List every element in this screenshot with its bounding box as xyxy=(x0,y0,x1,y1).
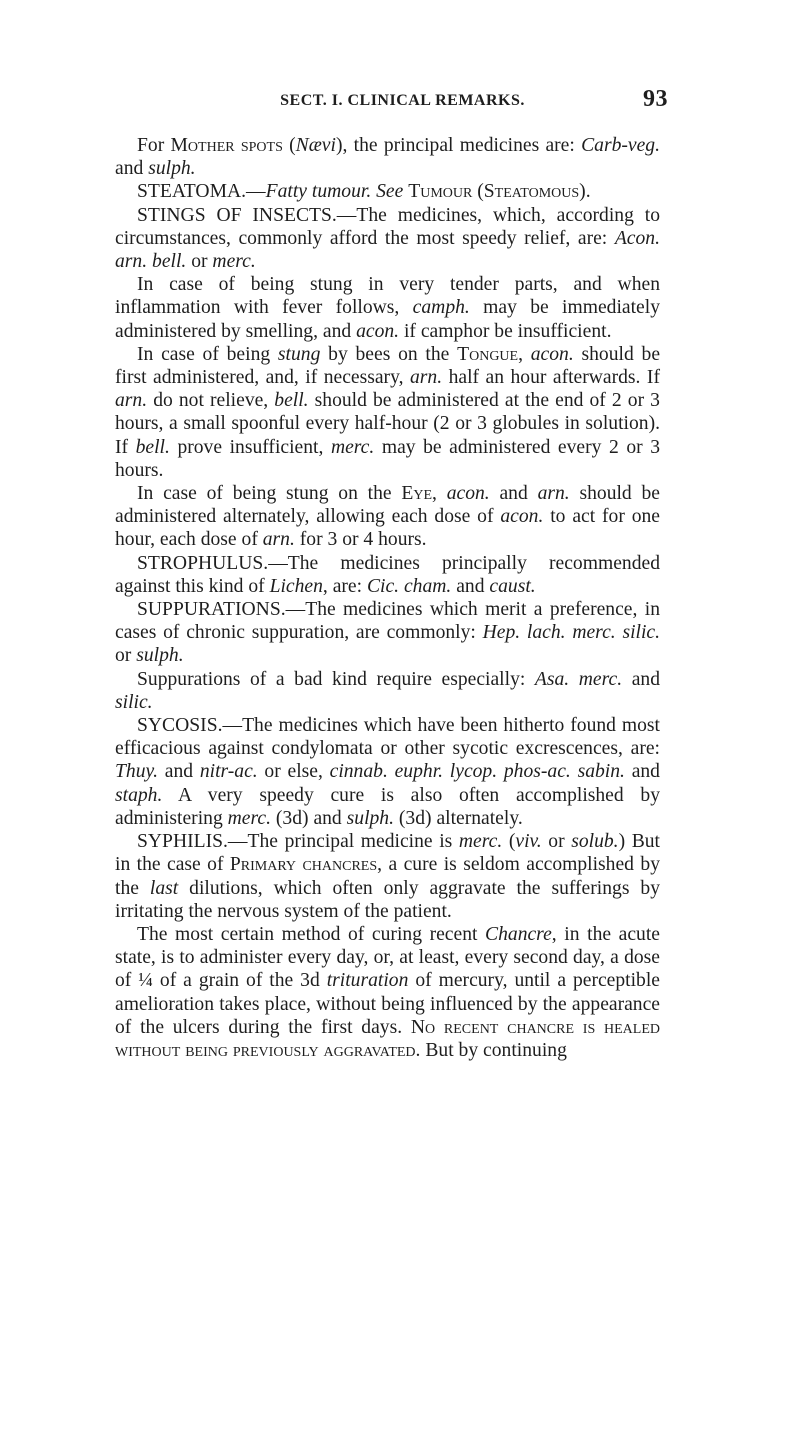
paragraph: STEATOMA.—Fatty tumour. See Tumour (Steatomous). xyxy=(137,181,591,203)
paragraph: For Mother spots (Nævi), the principal medicines are: Carb-veg. and sulph. xyxy=(115,135,660,180)
page-number: 93 xyxy=(643,86,668,112)
paragraph: In case of being stung in very tender parts, and when inflammation with fever follows, camph. may be immediately administered by smelling, and acon. if camphor be insufficient. xyxy=(115,274,660,342)
paragraph: Suppurations of a bad kind require especially: Asa. merc. and silic. xyxy=(115,668,660,713)
running-header xyxy=(115,86,668,122)
paragraph: The most certain method of curing recent Chancre, in the acute state, is to administer every day, or, at least, every second day, a dose of ¼ of a grain of the 3d trituration of mercury, until a perceptible amelioration takes place, without being influenced by the appearance of the ulcers during the first days. No recent chancre is healed without being previously aggravated. But by continuing xyxy=(115,923,660,1061)
paragraph: SUPPURATIONS.—The medicines which merit a preference, in cases of chronic suppuration, are commonly: Hep. lach. merc. silic. or sulph. xyxy=(115,599,661,667)
paragraph: STROPHULUS.—The medicines principally recommended against this kind of Lichen, are: Cic. cham. and caust. xyxy=(115,552,660,597)
paragraph: STINGS OF INSECTS.—The medicines, which, according to circumstances, commonly afford the most speedy relief, are: Acon. arn. bell. or merc. xyxy=(115,204,660,273)
paragraph: SYPHILIS.—The principal medicine is merc. (viv. or solub.) But in the case of Primary chancres, a cure is seldom accomplished by the last dilutions, which often only aggravate the sufferings by irritating the nervous system of the patient. xyxy=(115,831,660,922)
paragraph: In case of being stung by bees on the Tongue, acon. should be first administered, and, if necessary, arn. half an hour afterwards. If arn. do not relieve, bell. should be administered at the end of 2 or 3 hours, a small spoonful every half-hour (2 or 3 globules in solution). If bell. prove insufficient, merc. may be administered every 2 or 3 hours. xyxy=(115,343,661,481)
paragraph: In case of being stung on the Eye, acon. and arn. should be administered alternately, allowing each dose of acon. to act for one hour, each dose of arn. for 3 or 4 hours. xyxy=(115,483,661,551)
paragraph: SYCOSIS.—The medicines which have been hitherto found most efficacious against condylomata or other sycotic excrescences, are: Thuy. and nitr-ac. or else, cinnab. euphr. lycop. phos-ac. sabin. and staph. A very speedy cure is also often accomplished by administering merc. (3d) and sulph. (3d) alternately. xyxy=(115,715,660,829)
running-title: SECT. I. CLINICAL REMARKS. xyxy=(280,92,525,109)
body-text xyxy=(115,134,660,1062)
